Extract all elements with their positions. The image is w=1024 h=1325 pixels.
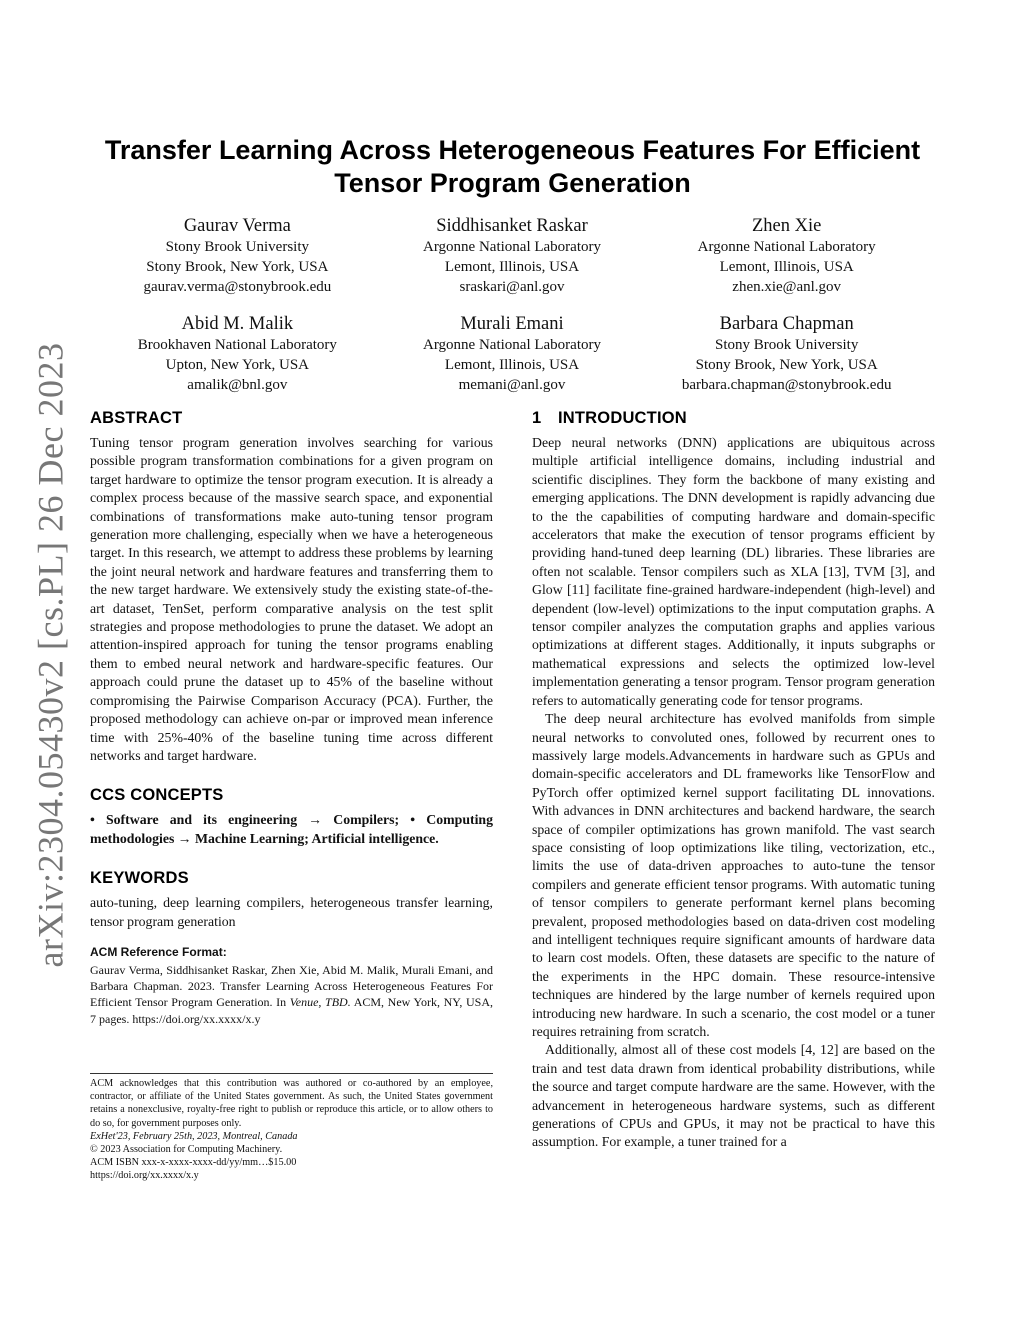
author-location: Stony Brook, New York, USA <box>146 258 329 275</box>
introduction-heading <box>532 408 935 428</box>
author-block <box>649 313 924 395</box>
author-location: Upton, New York, USA <box>165 356 310 373</box>
author-affiliation: Brookhaven National Laboratory <box>137 337 337 353</box>
intro-paragraph: Additionally, almost all of these cost models [4, 12] are based on the train and test data drawn from identical probability distributions, while the source and target compute hardware are the same. However, with the advancement in heterogeneous hardware systems, such as different generations of CPUs and GPUs, it may not be practical to have this assumption. For example, a tuner trained for a <box>532 1042 935 1150</box>
author-location: Stony Brook, New York, USA <box>695 356 878 373</box>
author-email[interactable]: amalik@bnl.gov <box>187 376 288 393</box>
author-affiliation: Argonne National Laboratory <box>697 239 876 255</box>
author-email[interactable]: sraskari@anl.gov <box>459 278 565 295</box>
author-affiliation: Stony Brook University <box>715 337 859 353</box>
author-affiliation: Argonne National Laboratory <box>423 337 602 353</box>
footnote-divider <box>90 1073 493 1074</box>
section-title: INTRODUCTION <box>558 409 687 427</box>
section-number: 1 <box>532 409 542 427</box>
author-location: Lemont, Illinois, USA <box>444 356 580 373</box>
author-location: Lemont, Illinois, USA <box>444 258 580 275</box>
author-block <box>649 215 924 297</box>
right-column <box>532 408 935 1152</box>
author-block <box>375 313 650 395</box>
author-name: Abid M. Malik <box>181 314 294 334</box>
author-name: Zhen Xie <box>752 216 822 236</box>
footnote-notice: ACM acknowledges that this contribution was authored or co-authored by an employee, contractor, or affiliate of the United States government. As such, the United States government retains a nonexclusive, royalty-free right to publish or reproduce this article, or to allow others to do so, for government purposes only. <box>90 1078 493 1129</box>
acm-reference-text-part1: Gaurav Verma, Siddhisanket Raskar, Zhen Xie, Abid M. Malik, Murali Emani, and Barbara Chapman. 2023. Transfer Learning Across Heterogeneous Features For Efficient Tensor Program Generation. In <box>90 962 493 1010</box>
author-name: Barbara Chapman <box>719 314 854 334</box>
abstract-text: Tuning tensor program generation involves searching for various possible program transformation combinations for a given program on target hardware to optimize the tensor program execution. It is already a complex process because of the massive search space, and exponential combinations of transformations make auto-tuning tensor program generation more challenging, especially when we have a heterogeneous target. In this research, we attempt to address these problems by learning the joint neural network and hardware features and transferring them to the new target hardware. We extensively study the existing state-of-the-art dataset, TenSet, perform comparative analysis on the test split strategies and propose methodologies to prune the dataset. We adopt an attention-inspired approach for tuning the tensor programs enabling them to embed neural network and hardware-specific features. Our approach could prune the dataset up to 45% of the baseline without compromising the Pairwise Comparison Accuracy (PCA). Further, the proposed methodology can achieve on-par or improved mean inference time with 25%-40% of the baseline tuning time across different networks and target hardware. <box>90 435 493 763</box>
keywords-text: auto-tuning, deep learning compilers, heterogeneous transfer learning, tensor program generation <box>90 895 493 929</box>
author-name: Murali Emani <box>460 314 564 334</box>
acm-reference-text <box>90 962 493 1027</box>
author-location: Lemont, Illinois, USA <box>719 258 854 275</box>
footnote-isbn: ACM ISBN xxx-x-xxxx-xxxx-dd/yy/mm…$15.00 <box>90 1157 297 1169</box>
author-row-2 <box>100 313 924 395</box>
paper-title <box>90 134 935 200</box>
footnote <box>90 1077 493 1183</box>
intro-paragraph: Deep neural networks (DNN) applications are ubiquitous across multiple artificial intelligence domains, including industrial and scientific disciplines. They form the backbone of many existing and emerging applications. The DNN development is rapidly advancing due to the the capabilities of computing hardware and domain-specific accelerators that make the execution of tensor programs efficient by providing hand-tuned deep learning (DL) libraries. These libraries are often not scalable. Tensor compilers such as XLA [13], TVM [3], and Glow [11] facilitate fine-grained hardware-independent (high-level) and dependent (low-level) optimizations to the input computation graphs. A tensor compiler analyzes the computation graphs and applies various optimizations at different stages. Additionally, it inputs subgraphs or mathematical expressions and selects the optimized low-level implementation generating a tensor program. Tensor program generation refers to automatically generating code for tensor programs. <box>532 435 935 708</box>
ccs-text: • Software and its engineering → Compilers; • Computing methodologies → Machine Learning; Artificial intelligence. <box>90 812 493 846</box>
footnote-doi[interactable]: https://doi.org/xx.xxxx/x.y <box>90 1170 199 1182</box>
author-block <box>100 215 375 297</box>
author-email[interactable]: zhen.xie@anl.gov <box>732 278 842 295</box>
arxiv-id-text: arXiv:2304.05430v2 [cs.PL] 26 Dec 2023 <box>30 342 70 968</box>
author-name: Gaurav Verma <box>183 216 291 236</box>
intro-paragraph: The deep neural architecture has evolved manifolds from simple neural networks to convoluted ones, followed by recurrent ones to massively large models.Advancements in hardware such as GPUs and domain-specific accelerators and DL frameworks like TensorFlow and PyTorch offer optimized kernel support facilitating DL innovations. With advances in DNN architectures and backend hardware, the search space of compiler optimizations has grown manifold. The vast search space consisting of loop optimizations like tiling, vectorization, etc., limits the use of data-driven approaches to auto-tune the tensor compilers and generate efficient tensor programs. With automatic tuning of tensor compilers to generate performant kernel plans becoming prevalent, proposed methodologies based on data-driven cost modeling and intelligent techniques require significant amounts of hardware data to learn cost models. Often, these datasets are specific to the nature of the experiments in the HPC domain. These resource-intensive techniques are hindered by the large number of kernels required upon introducing new hardware. In such a scenario, the cost model or a tuner requires retraining from scratch. <box>532 711 935 1039</box>
footnote-conference: ExHet'23, February 25th, 2023, Montreal, Canada <box>90 1130 298 1142</box>
title-line-2: Tensor Program Generation <box>334 168 691 198</box>
author-email[interactable]: gaurav.verma@stonybrook.edu <box>143 278 332 295</box>
title-line-1: Transfer Learning Across Heterogeneous Features For Efficient <box>104 135 921 165</box>
author-name: Siddhisanket Raskar <box>436 216 588 236</box>
author-affiliation: Argonne National Laboratory <box>423 239 602 255</box>
author-affiliation: Stony Brook University <box>165 239 309 255</box>
footnote-copyright: © 2023 Association for Computing Machinery. <box>90 1144 283 1156</box>
keywords-heading: KEYWORDS <box>90 869 189 888</box>
abstract-heading: ABSTRACT <box>90 409 183 427</box>
author-block <box>375 215 650 297</box>
acm-reference-venue: Venue, TBD. <box>289 995 351 1010</box>
ccs-heading: CCS CONCEPTS <box>90 786 224 805</box>
acm-reference-text-part2: ACM, New York, NY, USA, 7 pages. https://doi.org/xx.xxxx/x.y <box>90 995 493 1026</box>
author-email[interactable]: memani@anl.gov <box>458 376 566 393</box>
arxiv-identifier <box>20 342 80 968</box>
author-row-1 <box>100 215 924 297</box>
author-block <box>100 313 375 395</box>
left-column <box>90 408 493 1027</box>
author-email[interactable]: barbara.chapman@stonybrook.edu <box>681 376 892 393</box>
acm-reference-heading: ACM Reference Format: <box>90 944 227 959</box>
